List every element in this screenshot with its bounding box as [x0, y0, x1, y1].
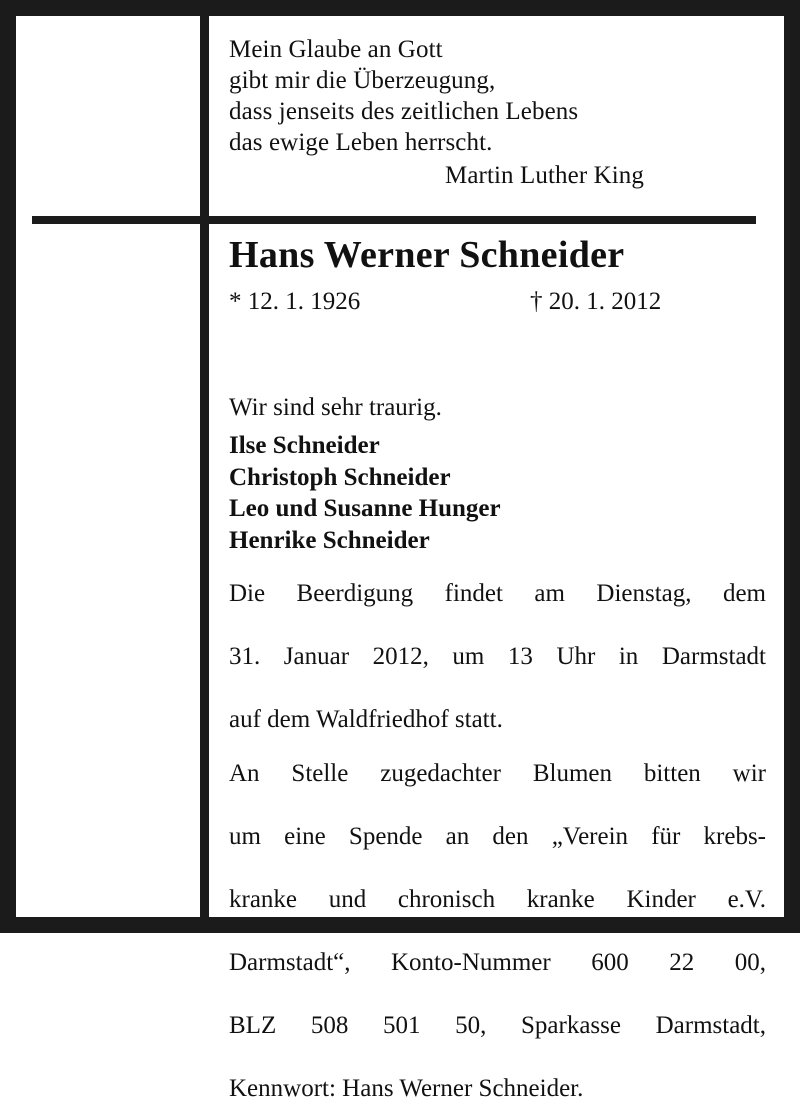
death-date: † 20. 1. 2012 [530, 288, 661, 316]
quote-line: Mein Glaube an Gott [229, 34, 766, 65]
donation-line: An Stelle zugedachter Blumen bitten wir [229, 758, 766, 821]
quote-line: dass jenseits des zeitlichen Lebens [229, 96, 766, 127]
survivor-name: Leo und Susanne Hunger [229, 493, 766, 525]
quote-block [229, 16, 766, 191]
donation-request [229, 758, 766, 1104]
funeral-details [229, 578, 766, 736]
cross-vertical-bar [200, 16, 209, 917]
survivors-list [229, 430, 766, 556]
survivor-name: Ilse Schneider [229, 430, 766, 462]
notice-content [229, 16, 766, 1104]
quote-line: gibt mir die Überzeugung, [229, 65, 766, 96]
donation-line: BLZ 508 501 50, Sparkasse Darmstadt, [229, 1010, 766, 1073]
donation-line: Darmstadt“, Konto-Nummer 600 22 00, [229, 947, 766, 1010]
quote-author: Martin Luther King [229, 158, 766, 191]
notice-inner [16, 16, 784, 917]
funeral-line: auf dem Waldfriedhof statt. [229, 704, 766, 736]
deceased-name: Hans Werner Schneider [229, 233, 766, 277]
quote-line: das ewige Leben herrscht. [229, 127, 766, 158]
survivor-name: Christoph Schneider [229, 462, 766, 494]
funeral-line: 31. Januar 2012, um 13 Uhr in Darmstadt [229, 641, 766, 704]
donation-line: kranke und chronisch kranke Kinder e.V. [229, 884, 766, 947]
donation-line: Kennwort: Hans Werner Schneider. [229, 1073, 766, 1104]
survivor-name: Henrike Schneider [229, 525, 766, 557]
mourning-intro: Wir sind sehr traurig. [229, 394, 766, 422]
life-dates [229, 288, 766, 318]
funeral-line: Die Beerdigung findet am Dienstag, dem [229, 578, 766, 641]
birth-date: * 12. 1. 1926 [229, 288, 360, 316]
donation-line: um eine Spende an den „Verein für krebs- [229, 821, 766, 884]
